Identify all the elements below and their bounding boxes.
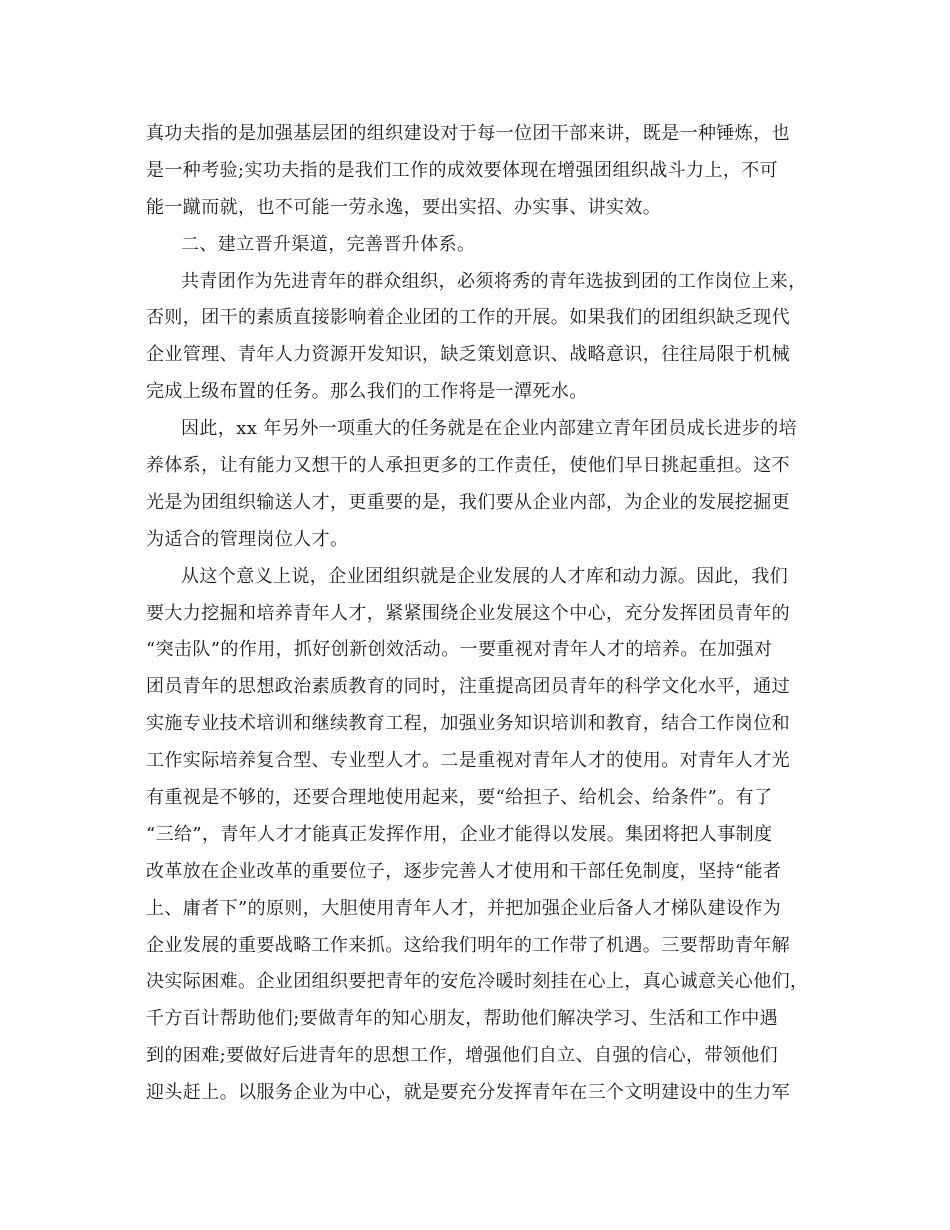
text-line: 能一蹴而就，也不可能一劳永逸，要出实招、办实事、讲实效。 <box>146 196 662 218</box>
text-line: 要大力挖掘和培养青年人才，紧紧围绕企业发展这个中心，充分发挥团员青年的 <box>146 602 790 624</box>
text-line: 企业管理、青年人力资源开发知识，缺乏策划意识、战略意识，往往局限于机械 <box>146 344 790 366</box>
text-line: 到的困难;要做好后进青年的思想工作，增强他们自立、自强的信心，带领他们 <box>146 1045 779 1067</box>
text-line: 是一种考验;实功夫指的是我们工作的成效要体现在增强团组织战斗力上，不可 <box>146 159 779 181</box>
text-line: 实施专业技术培训和继续教育工程，加强业务知识培训和教育，结合工作岗位和 <box>146 713 790 735</box>
text-line: 改革放在企业改革的重要位子，逐步完善人才使用和干部任免制度，坚持“能者 <box>146 860 782 882</box>
text-line: 有重视是不够的，还要合理地使用起来，要“给担子、给机会、给条件”。有了 <box>146 787 773 809</box>
text-line: 为适合的管理岗位人才。 <box>146 528 349 550</box>
text-line: 养体系，让有能力又想干的人承担更多的工作责任，使他们早日挑起重担。这不 <box>146 455 790 477</box>
text-line: 工作实际培养复合型、专业型人才。二是重视对青年人才的使用。对青年人才光 <box>146 750 790 772</box>
text-line: 迎头赶上。以服务企业为中心，就是要充分发挥青年在三个文明建设中的生力军 <box>146 1082 790 1104</box>
text-line: 千方百计帮助他们;要做青年的知心朋友，帮助他们解决学习、生活和工作中遇 <box>146 1008 779 1030</box>
paragraph-start-line: 因此，xx 年另外一项重大的任务就是在企业内部建立青年团员成长进步的培 <box>181 418 798 440</box>
text-line: “突击队”的作用，抓好创新创效活动。一要重视对青年人才的培养。在加强对 <box>146 639 773 661</box>
text-line: 否则，团干的素质直接影响着企业团的工作的开展。如果我们的团组织缺乏现代 <box>146 307 790 329</box>
paragraph-start-line: 二、建立晋升渠道，完善晋升体系。 <box>181 233 476 255</box>
text-line: 决实际困难。企业团组织要把青年的安危冷暖时刻挂在心上，真心诚意关心他们， <box>146 971 809 993</box>
text-line: 上、庸者下”的原则，大胆使用青年人才，并把加强企业后备人才梯队建设作为 <box>146 897 782 919</box>
text-line: 完成上级布置的任务。那么我们的工作将是一潭死水。 <box>146 381 588 403</box>
text-line: “三给”，青年人才才能真正发挥作用，企业才能得以发展。集团将把人事制度 <box>146 823 773 845</box>
body-text <box>146 116 809 1112</box>
text-line: 真功夫指的是加强基层团的组织建设对于每一位团干部来讲，既是一种锤炼，也 <box>146 123 790 144</box>
text-line: 团员青年的思想政治素质教育的同时，注重提高团员青年的科学文化水平，通过 <box>146 676 790 698</box>
text-line: 光是为团组织输送人才，更重要的是，我们要从企业内部，为企业的发展挖掘更 <box>146 491 790 513</box>
paragraph-start-line: 共青团作为先进青年的群众组织，必须将秀的青年选拔到团的工作岗位上来， <box>181 270 807 292</box>
paragraph-start-line: 从这个意义上说，企业团组织就是企业发展的人才库和动力源。因此，我们 <box>181 565 789 587</box>
text-line: 企业发展的重要战略工作来抓。这给我们明年的工作带了机遇。三要帮助青年解 <box>146 934 790 956</box>
